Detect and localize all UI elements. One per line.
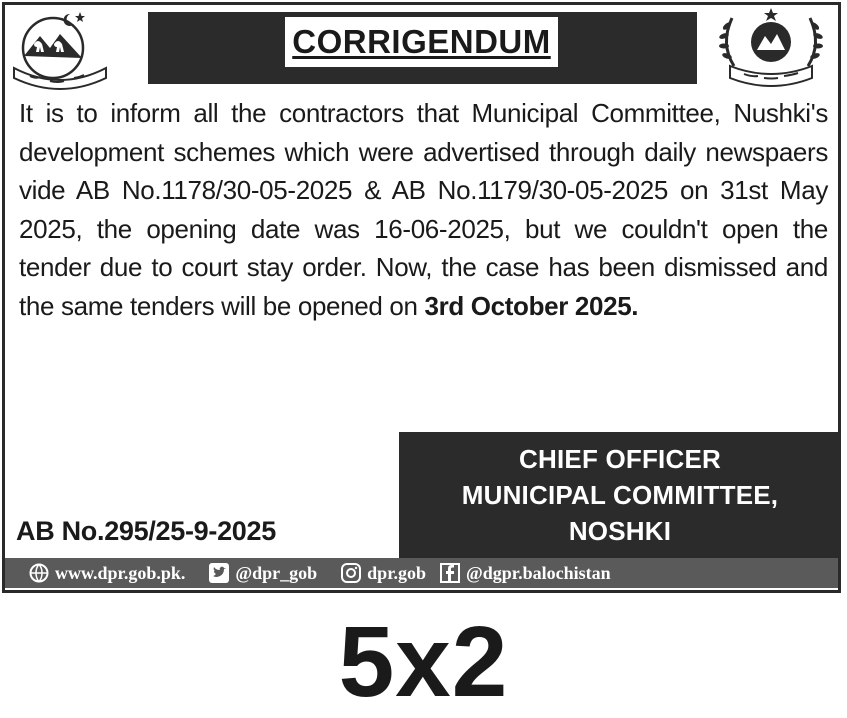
- signatory-designation: CHIEF OFFICER: [519, 444, 721, 474]
- twitter-handle: @dpr_gob: [235, 562, 318, 583]
- website-text: www.dpr.gob.pk.: [55, 562, 186, 583]
- footer-twitter: [209, 563, 317, 584]
- notice-body-text: It is to inform all the contractors that Municipal Committee, Nushki's development schemes which were advertised through daily newspaers vide AB No.1178/30-05-2025 & AB No.1179/30-05-2025 on 31st May 2025, the opening date was 16-06-2025, but we couldn't open the tender due to court stay order. Now, the case has been dismissed and the same tenders will be opened on: [19, 98, 828, 321]
- signatory-office: MUNICIPAL COMMITTEE,: [461, 480, 779, 510]
- globe-icon: [29, 563, 49, 583]
- dgpr-emblem-icon: [712, 4, 830, 92]
- footer-facebook: [440, 563, 611, 584]
- signature-box: [399, 432, 841, 558]
- instagram-handle: dpr.gob: [367, 562, 427, 583]
- facebook-icon: [440, 563, 460, 583]
- footer-bar: [5, 558, 838, 588]
- ad-size-label: 5x2: [338, 606, 509, 718]
- notice-title: CORRIGENDUM: [292, 23, 551, 60]
- opening-date-text: 3rd October 2025.: [424, 290, 639, 321]
- balochistan-emblem-icon: [10, 6, 110, 92]
- facebook-handle: @dgpr.balochistan: [466, 562, 611, 583]
- footer-website: [29, 563, 185, 584]
- notice-body: [19, 94, 828, 325]
- instagram-icon: [341, 563, 361, 583]
- twitter-icon: [209, 563, 229, 583]
- ab-number: AB No.295/25-9-2025: [16, 516, 276, 546]
- signatory-location: NOSHKI: [568, 516, 672, 546]
- footer-instagram: [341, 563, 426, 584]
- title-box: [285, 17, 558, 67]
